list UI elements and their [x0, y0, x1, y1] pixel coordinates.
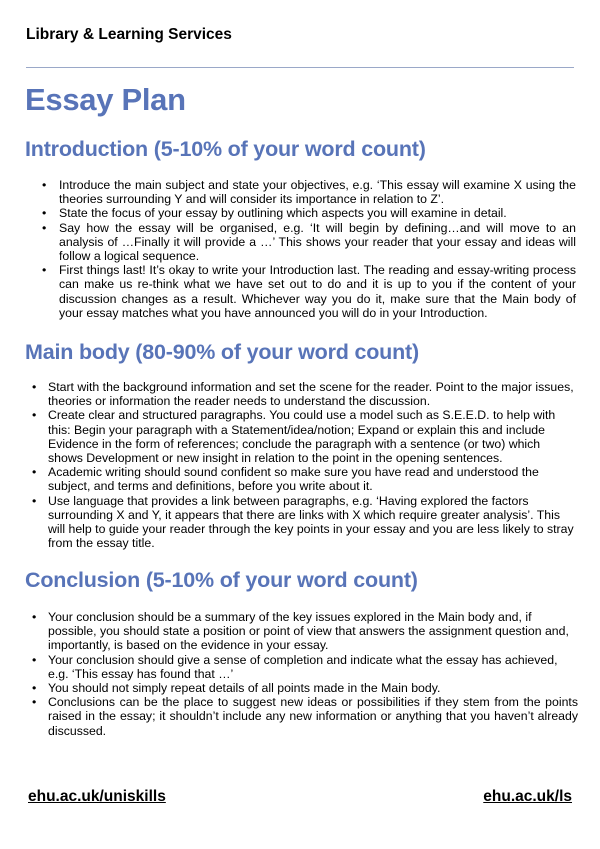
list-item: • Introduce the main subject and state your objectives, e.g. ‘This essay will examine X using the theories surrounding Y and will consider its importance in relation to Z’. [36, 178, 576, 206]
uniskills-link[interactable]: ehu.ac.uk/uniskills [28, 788, 166, 805]
main-body-heading: Main body (80-90% of your word count) [25, 340, 419, 364]
introduction-list [36, 178, 576, 320]
list-item: • State the focus of your essay by outlining which aspects you will examine in detail. [36, 206, 576, 220]
library-services-link[interactable]: ehu.ac.uk/ls [483, 788, 572, 805]
list-item: • Create clear and structured paragraphs. You could use a model such as S.E.E.D. to help with this: Begin your paragraph with a Statement/idea/notion; Expand or explain this and include Evidence in the form of references; conclude the paragraph with a sentence (or two) which shows Development or new insight in relation to the point in the opening sentences. [26, 408, 578, 465]
list-item: • Your conclusion should be a summary of the key issues explored in the Main body and, if possible, you should state a position or point of view that answers the assignment question and, importantly, is based on the evidence in your essay. [26, 610, 578, 653]
list-item: • First things last! It’s okay to write your Introduction last. The reading and essay-writing process can make us re-think what we have set out to do and it is up to you if the content of your discussion changes as a result. Whichever way you do it, make sure that the Main body of your essay matches what you have announced you will do in your Introduction. [36, 263, 576, 320]
list-item: • You should not simply repeat details of all points made in the Main body. [26, 681, 578, 695]
main-body-list [26, 380, 578, 550]
list-item: • Academic writing should sound confident so make sure you have read and understood the subject, and terms and definitions, before you write about it. [26, 465, 578, 493]
header-divider [26, 67, 574, 68]
list-item: • Your conclusion should give a sense of completion and indicate what the essay has achieved, e.g. ‘This essay has found that …’ [26, 653, 578, 681]
introduction-heading: Introduction (5-10% of your word count) [25, 137, 426, 161]
list-item: • Say how the essay will be organised, e.g. ‘It will begin by defining…and will move to an analysis of …Finally it will provide a …’ This shows your reader that your essay and ideas will follow a logical sequence. [36, 221, 576, 264]
organization-name: Library & Learning Services [26, 26, 232, 43]
conclusion-heading: Conclusion (5-10% of your word count) [25, 568, 418, 592]
conclusion-list [26, 610, 578, 738]
list-item: • Conclusions can be the place to suggest new ideas or possibilities if they stem from the points raised in the essay; it shouldn’t include any new information or anything that you haven’t already discussed. [26, 695, 578, 738]
list-item: • Start with the background information and set the scene for the reader. Point to the major issues, theories or information the reader needs to understand the discussion. [26, 380, 578, 408]
list-item: • Use language that provides a link between paragraphs, e.g. ‘Having explored the factors surrounding X and Y, it appears that there are links with X which require greater analysis’. This will help to guide your reader through the key points in your essay and you are less likely to stray from the essay title. [26, 494, 578, 551]
page-title: Essay Plan [25, 82, 186, 117]
